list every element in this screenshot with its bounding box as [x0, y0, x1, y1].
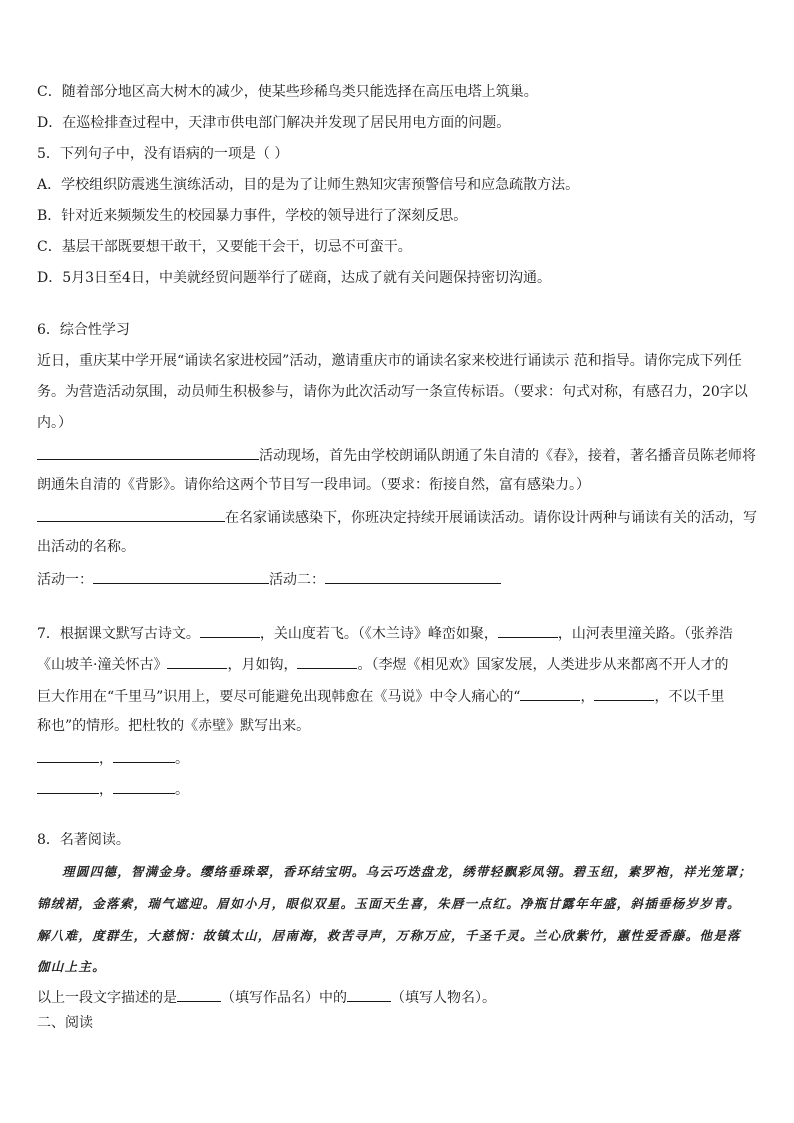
period: 。: [175, 751, 189, 767]
q8-question-text: 以上一段文字描述的是: [37, 990, 177, 1006]
comma: ，: [99, 751, 113, 767]
q6-part3-line-2: 出活动的名称。: [37, 539, 135, 555]
q7-text: ，: [580, 689, 595, 705]
section-2-title: 二、阅读: [37, 1015, 93, 1031]
q7-blank-8[interactable]: [113, 747, 175, 763]
period: 。: [175, 782, 189, 798]
q7-line-1: [37, 622, 733, 644]
q8-passage-line-3: 解八难，度群生，大慈悯：故镇太山，居南海，救苦寻声，万称万应，千圣千灵。兰心欣紫竹，蕙性爱香藤。他是落: [37, 928, 741, 943]
q6-intro-line-2: 务。为营造活动氛围，动员师生积极参与，请你为此次活动写一条宣传标语。（要求：句式对称，有感召力，20字以: [37, 384, 748, 400]
q8-passage-line-2: 锦绒裙，金落索，瑞气遮迎。眉如小月，眼似双星。玉面天生喜，朱唇一点红。净瓶甘露年年盛，斜插垂杨岁岁青。: [37, 896, 741, 911]
q7-blank-1[interactable]: [200, 622, 260, 638]
q5-option-a: A．学校组织防震逃生演练活动，目的是为了让师生熟知灾害预警信号和应急疏散方法。: [37, 177, 580, 193]
q5-option-d: D．5月3日至4日，中美就经贸问题举行了磋商，达成了就有关问题保持密切沟通。: [37, 270, 551, 286]
q5-stem: 5．下列句子中，没有语病的一项是（ ）: [37, 146, 289, 162]
q8-question-text: （填写人物名）。: [391, 990, 496, 1006]
q7-text: ，不以千里: [654, 689, 725, 705]
q8-passage-line-1: 理圆四德，智满金身。缨络垂珠翠，香环结宝明。乌云巧迭盘龙，绣带轻飘彩凤翎。碧玉纽，素罗袍，祥光笼罩；: [62, 864, 753, 879]
q7-blank-6[interactable]: [594, 685, 654, 701]
q6-activities-line: [37, 568, 501, 590]
q7-text: 《山坡羊·潼关怀古》: [37, 657, 168, 673]
q6-part3-text: 在名家诵读感染下，你班决定持续开展诵读活动。请你设计两种与诵读有关的活动，写: [225, 510, 757, 526]
activity2-label: 活动二：: [269, 572, 325, 588]
q8-passage-line-4: 伽山上主。: [37, 959, 107, 974]
activity1-label: 活动一：: [37, 572, 93, 588]
q7-line-3: [37, 685, 724, 707]
q6-part2-line-2: 朗通朱自清的《背影》。请你给这两个节目写一段串词。（要求：衔接自然，富有感染力。）: [37, 477, 590, 493]
q7-text: ，月如钩，: [227, 657, 298, 673]
q4-option-d: D．在巡检排查过程中，天津市供电部门解决并发现了居民用电方面的问题。: [37, 115, 511, 131]
answer-blank-slogan[interactable]: [37, 444, 259, 460]
q6-part2-line-1: [37, 444, 756, 466]
comma: ，: [99, 782, 113, 798]
q5-option-c: C．基层干部既要想干敢干，又要能干会干，切忌不可蛮干。: [37, 239, 412, 255]
q7-line-2: [37, 653, 728, 675]
q7-text: ，山河表里潼关路。（张养浩: [557, 626, 733, 642]
q5-option-b: B．针对近来频频发生的校园暴力事件，学校的领导进行了深刻反思。: [37, 208, 468, 224]
q7-text: 7．根据课文默写古诗文。: [37, 626, 200, 642]
q7-blank-7[interactable]: [37, 747, 99, 763]
q6-title: 6．综合性学习: [37, 322, 130, 338]
answer-blank-transition[interactable]: [37, 506, 225, 522]
q7-text: 巨大作用在“千里马”识用上，要尽可能避免出现韩愈在《马说》中令人痛心的“: [37, 689, 521, 705]
q8-question-text: （填写作品名）中的: [221, 990, 347, 1006]
activity1-blank[interactable]: [93, 568, 269, 584]
q7-blank-5[interactable]: [520, 685, 580, 701]
q7-text: ，关山度若飞。（《木兰诗》峰峦如聚，: [259, 626, 498, 642]
q6-intro-line-3: 内。）: [37, 415, 72, 431]
activity2-blank[interactable]: [325, 568, 501, 584]
q7-text: 。（李煜《相见欢》国家发展，人类进步从来都离不开人才的: [357, 657, 729, 673]
q7-line-4: 称也”的情形。把杜牧的《赤壁》默写出来。: [37, 718, 311, 734]
q7-blank-3[interactable]: [167, 653, 227, 669]
q7-blank-9[interactable]: [37, 778, 99, 794]
q7-answer-line-1: [37, 747, 189, 769]
q6-intro-line-1: 近日，重庆某中学开展“诵读名家进校园”活动，邀请重庆市的诵读名家来校进行诵读示 范和指导。请你完成下列任: [37, 353, 742, 369]
q8-blank-work[interactable]: [177, 986, 221, 1002]
q8-title: 8．名著阅读。: [37, 832, 130, 848]
q4-option-c: C．随着部分地区高大树木的减少，使某些珍稀鸟类只能选择在高压电塔上筑巢。: [37, 84, 538, 100]
q7-blank-4[interactable]: [297, 653, 357, 669]
q7-blank-10[interactable]: [113, 778, 175, 794]
q8-blank-character[interactable]: [347, 986, 391, 1002]
q8-question: [37, 986, 496, 1008]
q6-part2-text: 活动现场，首先由学校朗诵队朗通了朱自清的《春》，接着，著名播音员陈老师将: [259, 448, 756, 464]
q7-blank-2[interactable]: [498, 622, 558, 638]
q6-part3-line-1: [37, 506, 757, 528]
q7-answer-line-2: [37, 778, 189, 800]
